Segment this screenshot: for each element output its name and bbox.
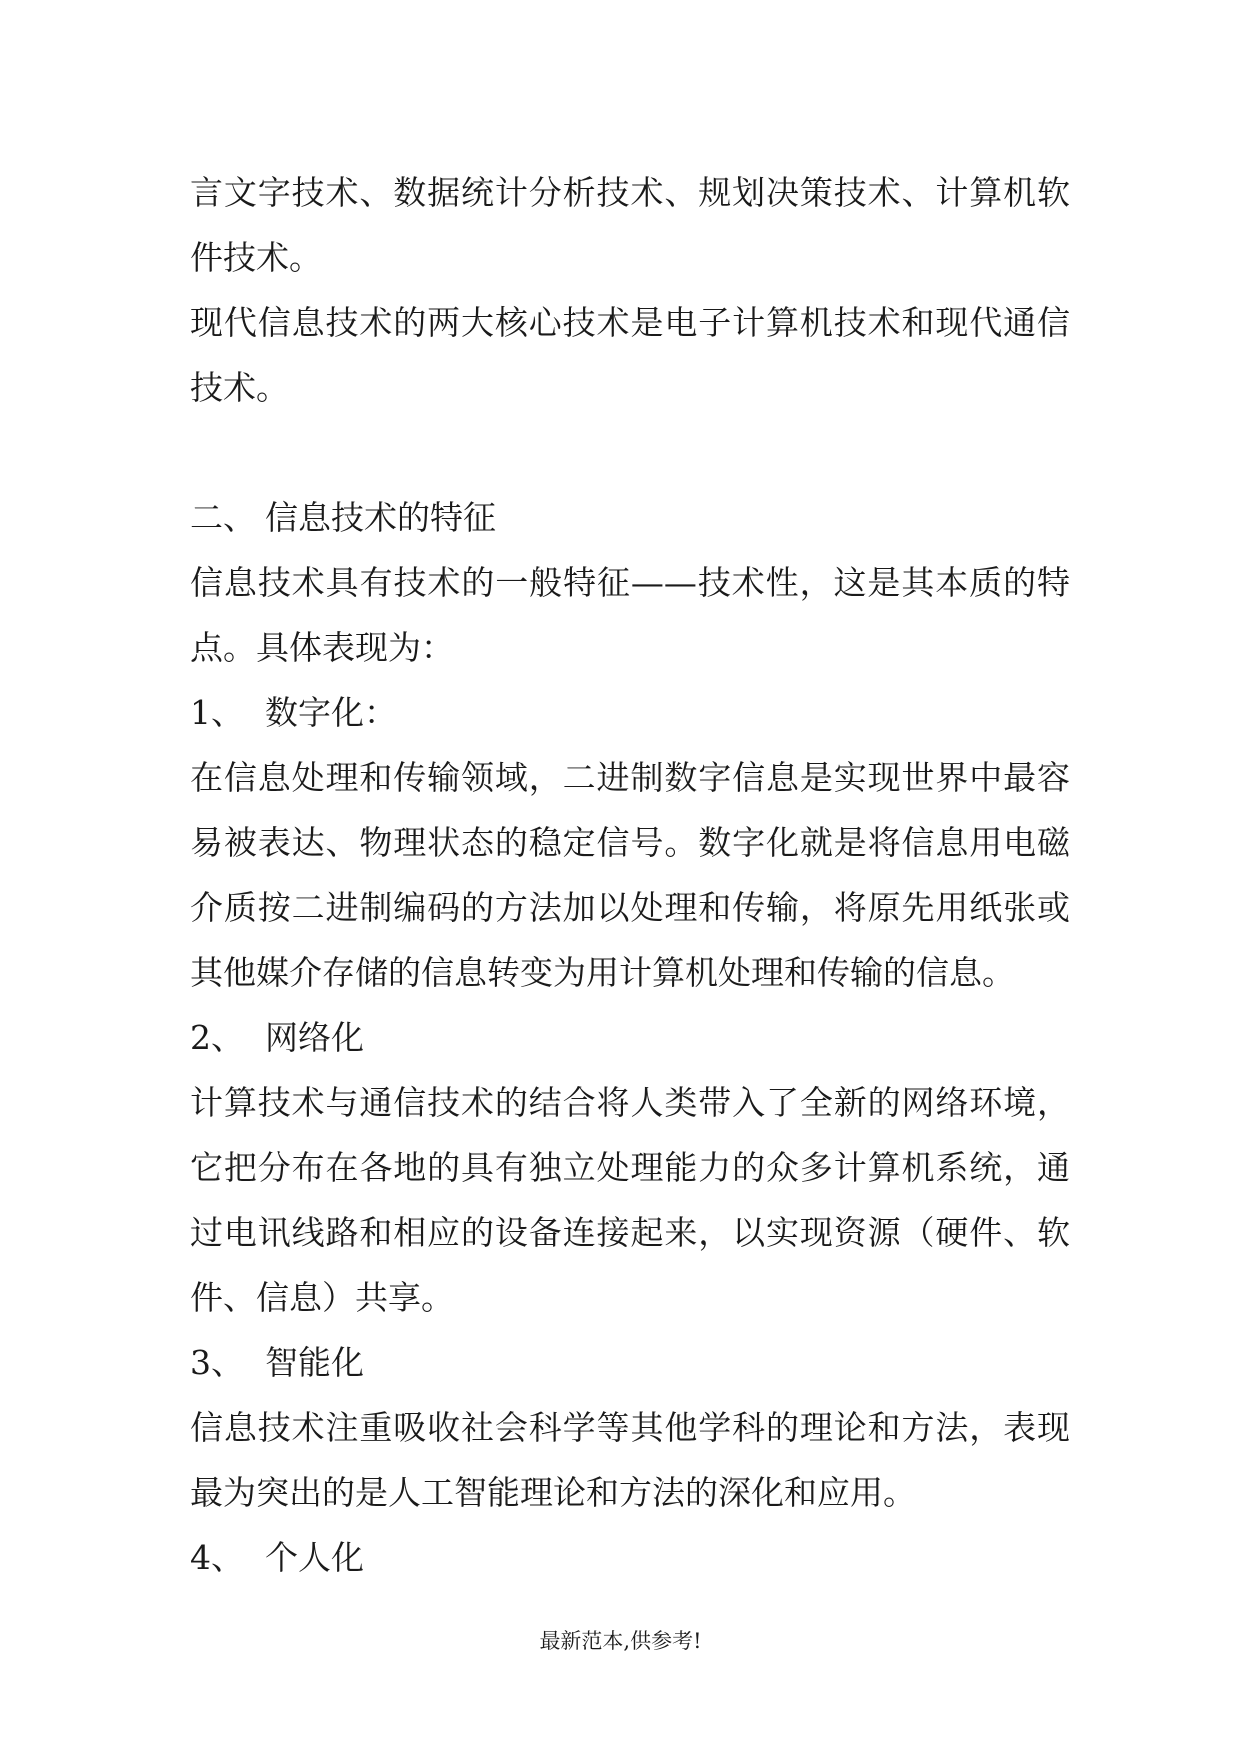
list-item-title: 网络化	[265, 1018, 364, 1057]
list-item-heading	[190, 1005, 1070, 1070]
list-item-heading	[190, 1525, 1070, 1590]
list-item-body: 信息技术注重吸收社会科学等其他学科的理论和方法，表现最为突出的是人工智能理论和方法的深化和应用。	[190, 1408, 1070, 1512]
section-heading	[190, 485, 1070, 550]
spacer	[190, 420, 1070, 485]
paragraph: 言文字技术、数据统计分析技术、规划决策技术、计算机软件技术。	[190, 173, 1070, 277]
section-title: 信息技术的特征	[265, 498, 496, 537]
list-item-number: 1、	[190, 693, 244, 732]
list-item-title: 数字化：	[265, 693, 397, 732]
paragraph: 现代信息技术的两大核心技术是电子计算机技术和现代通信技术。	[190, 303, 1070, 407]
section-number: 二、	[190, 498, 256, 537]
list-item-number: 3、	[190, 1343, 244, 1382]
page-footer: 最新范本,供参考!	[539, 1629, 702, 1653]
section-intro: 信息技术具有技术的一般特征——技术性，这是其本质的特点。具体表现为：	[190, 563, 1070, 667]
list-item-number: 2、	[190, 1018, 244, 1057]
list-item-heading	[190, 680, 1070, 745]
list-item-body: 计算技术与通信技术的结合将人类带入了全新的网络环境，它把分布在各地的具有独立处理能力的众多计算机系统，通过电讯线路和相应的设备连接起来，以实现资源（硬件、软件、信息）共享。	[190, 1083, 1070, 1317]
document-body	[190, 160, 1070, 1590]
list-item-number: 4、	[190, 1538, 244, 1577]
list-item-title: 个人化	[265, 1538, 364, 1577]
list-item-title: 智能化	[265, 1343, 364, 1382]
list-item-body: 在信息处理和传输领域，二进制数字信息是实现世界中最容易被表达、物理状态的稳定信号。数字化就是将信息用电磁介质按二进制编码的方法加以处理和传输，将原先用纸张或其他媒介存储的信息转变为用计算机处理和传输的信息。	[190, 758, 1070, 992]
list-item-heading	[190, 1330, 1070, 1395]
